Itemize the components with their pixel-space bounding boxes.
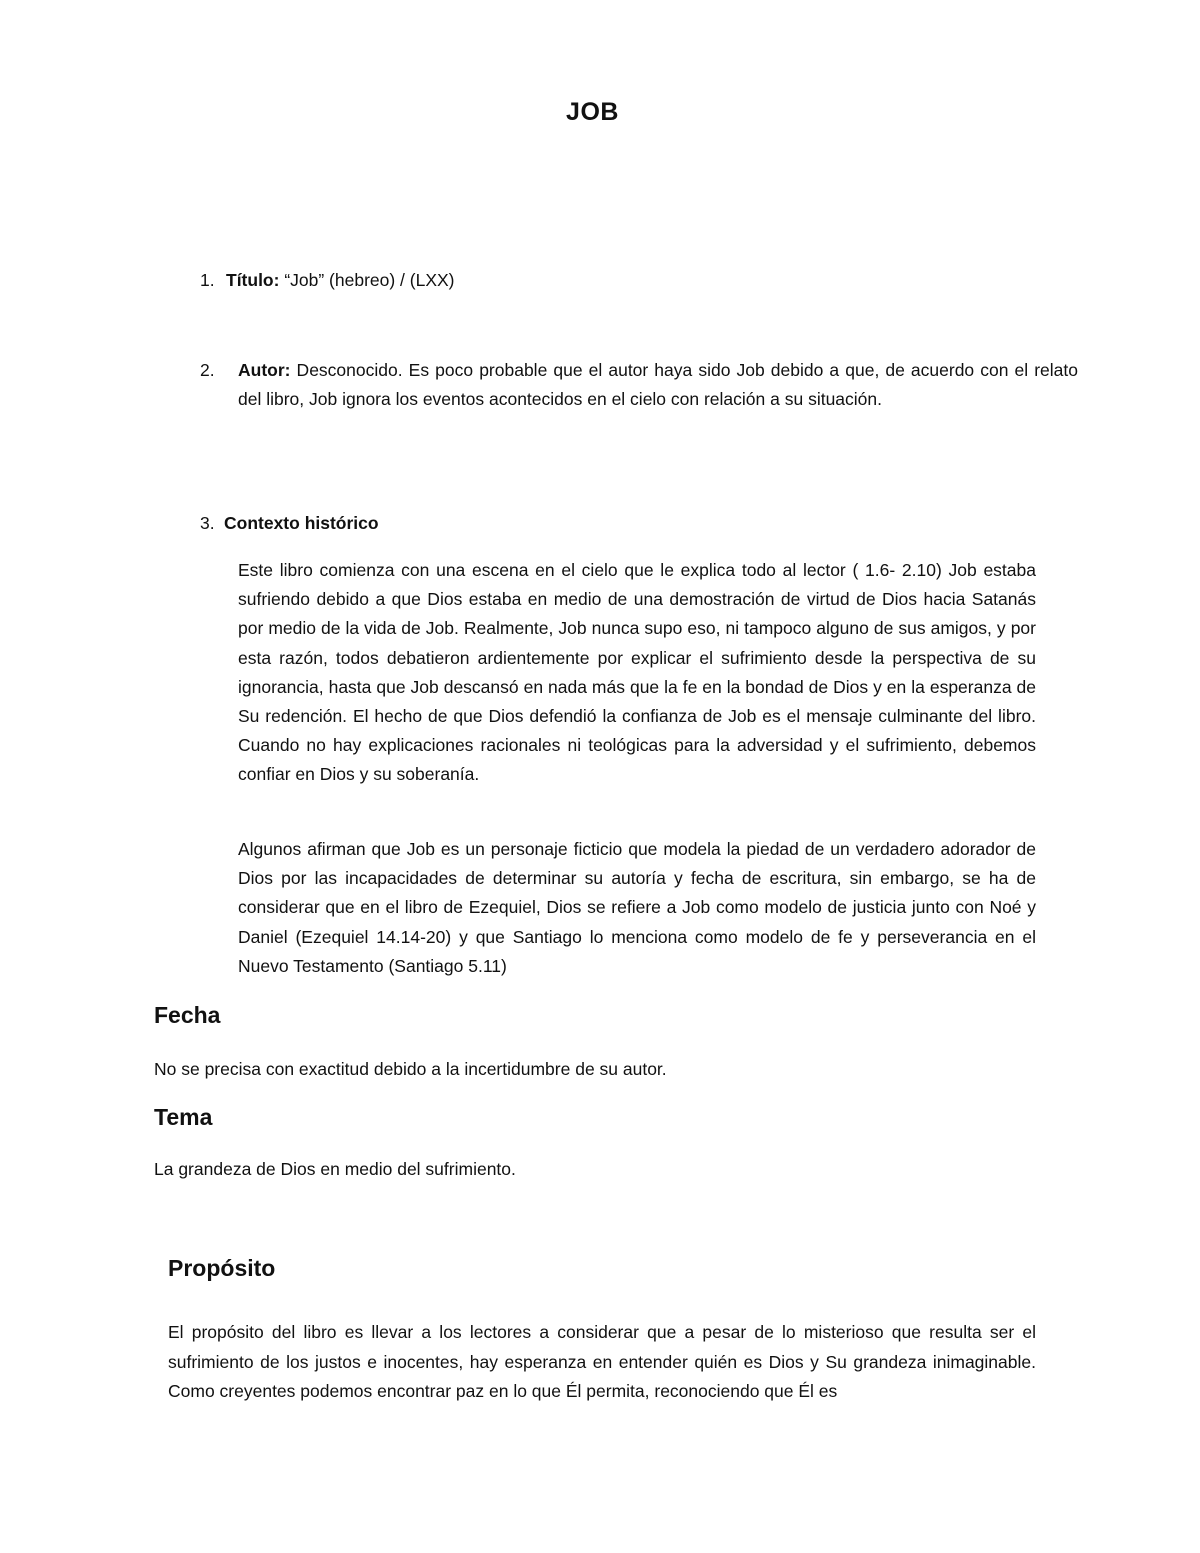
section-heading-proposito: Propósito [168,1255,276,1281]
item-label-autor: Autor: [238,360,291,380]
list-number: 2. [200,360,215,380]
item-label-titulo: Título: [226,270,280,290]
context-paragraph-1: Este libro comienza con una escena en el cielo que le explica todo al lector ( 1.6- 2.10) Job estaba sufriendo debido a que Dios estaba en medio de una demostración de virtud de Dios hacia Satanás por medio de la vida de Job. Realmente, Job nunca supo eso, ni tampoco alguno de sus amigos, y por esta razón, todos debatieron ardientemente por explicar el sufrimiento desde la perspectiva de su ignorancia, hasta que Job descansó en nada más que la fe en la bondad de Dios y en la esperanza de Su redención. El hecho de que Dios defendió la confianza de Job es el mensaje culminante del libro. Cuando no hay explicaciones racionales ni teológicas para la adversidad y el sufrimiento, debemos confiar en Dios y su soberanía. [238,560,1036,785]
item-text-titulo: “Job” (hebreo) / (LXX) [279,270,455,290]
context-paragraph-2: Algunos afirman que Job es un personaje ficticio que modela la piedad de un verdadero adorador de Dios por las incapacidades de determinar su autoría y fecha de escritura, sin embargo, se ha de considerar que en el libro de Ezequiel, Dios se refiere a Job como modelo de justicia junto con Noé y Daniel (Ezequiel 14.14-20) y que Santiago lo menciona como modelo de fe y perseverancia en el Nuevo Testamento (Santiago 5.11) [238,839,1036,976]
document-title: JOB [566,98,619,126]
list-item-contexto [200,509,1040,538]
list-item-autor [200,356,1078,414]
item-text-autor: Desconocido. Es poco probable que el autor haya sido Job debido a que, de acuerdo con el relato del libro, Job ignora los eventos acontecidos en el cielo con relación a su situación. [238,360,1078,409]
section-text-tema: La grandeza de Dios en medio del sufrimiento. [154,1159,516,1179]
list-item-titulo [200,266,1040,295]
section-text-proposito: El propósito del libro es llevar a los lectores a considerar que a pesar de lo misterioso que resulta ser el sufrimiento de los justos e inocentes, hay esperanza en entender quién es Dios y Su grandeza inimaginable. Como creyentes podemos encontrar paz en lo que Él permita, reconociendo que Él es [168,1322,1036,1401]
section-heading-tema: Tema [154,1104,213,1130]
list-number: 1. [200,270,215,290]
item-label-contexto: Contexto histórico [224,513,379,533]
section-text-fecha: No se precisa con exactitud debido a la incertidumbre de su autor. [154,1059,667,1079]
list-number: 3. [200,513,215,533]
section-heading-fecha: Fecha [154,1002,221,1028]
